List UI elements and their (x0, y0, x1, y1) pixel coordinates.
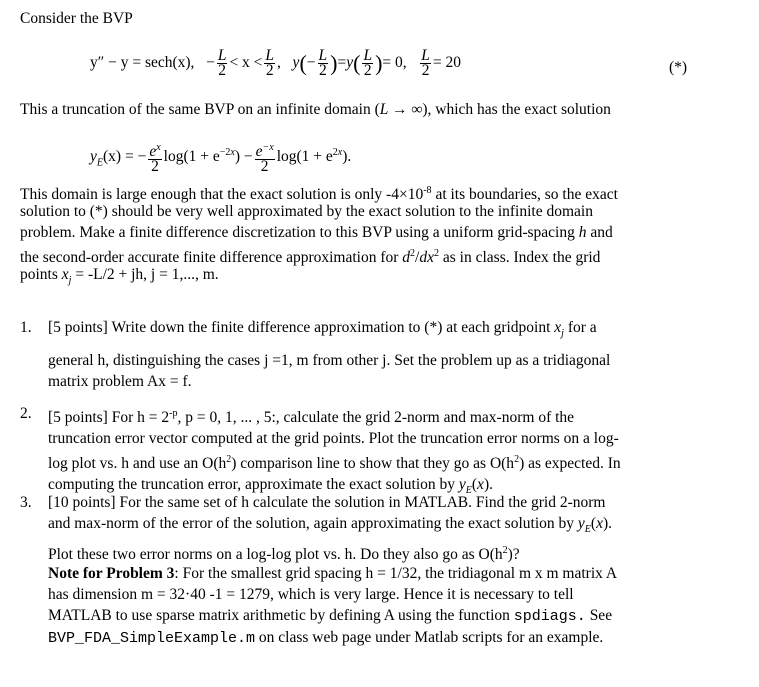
note-problem-3: Note for Problem 3: For the smallest grid spacing h = 1/32, the tridiagonal m x m matrix A has dimension m = 32·40 -1 = 1279, which is very large. Hence it is necessary to tell MATLAB to use sparse matrix arithmetic by defining A using the function spdiags. See BVP_FDA_SimpleExample.m on class web page under Matlab scripts for an example. (48, 565, 618, 647)
domain-para-line-2: solution to (*) should be very well approximated by the exact solution to the infinite domain (20, 203, 593, 220)
problem-3: [10 points] For the same set of h calculate the solution in MATLAB. Find the grid 2-norm and max-norm of the error of the solution, again approximating the exact solution by $y_E(x)$. Plot these two error norms on a log-log plot vs. h. Do they also go as $O(h^2)$? (48, 494, 612, 564)
domain-para-line-5: points $x_j = -L/2$ + jh, j = 1,..., m. (20, 266, 219, 287)
domain-para-line-1: This domain is large enough that the exact solution is only $-4\times 10^{-8}$ at its boundaries, so the exact (20, 185, 618, 204)
domain-para-line-3: problem. Make a finite difference discretization to this BVP using a uniform grid-spacing h and (20, 224, 613, 241)
equation-tag: (*) (669, 59, 688, 76)
truncation-line: This a truncation of the same BVP on an infinite domain (L → ∞), which has the exact solution (20, 101, 611, 118)
bvp-L-value: = 20 (432, 54, 462, 71)
domain-para-line-4: the second-order accurate finite difference approximation for $d^2/dx^2$ as in class. Index the grid (20, 248, 601, 267)
bvp-domain: < x < (229, 54, 263, 71)
bvp-equation: y″ − y = sech(x), − $\frac{L}{2}$ < x < $\frac{L}{2}$ , y(− $\frac{L}{2}$ )=y( $\frac{L}{2}$ )= 0, $\frac{L}{2}$ = 20 (90, 46, 462, 79)
exact-solution: $y_E(x)$ = − $\frac{e^x}{2}$ $\log(1 + e^{-2x})$ − $\frac{e^{-x}}{2}$ $\log(1 + e^{2x})$. (90, 142, 352, 176)
problem-2: [5 points] For $h = 2^{-p}$, p = 0, 1, ... , 5:, calculate the grid 2-norm and max-norm of the truncation error vector computed at the grid points. Plot the truncation error norms on a log- log plot vs. h and use an $O(h^2)$ comparison line to show that they go as $O(h^2)$ as expected. In computing the truncation error, approximate the exact solution by $y_E(x)$. (48, 408, 621, 497)
bvp-bc: = 0, (382, 54, 407, 71)
heading: Consider the BVP (20, 10, 133, 27)
problem-1: [5 points] Write down the finite difference approximation to (*) at each gridpoint $x_j$ for a general h, distinguishing the cases j =1, m from other j. Set the problem up as a tridiagonal matrix problem Ax = f. (48, 319, 611, 391)
problem-2-number: 2. (20, 405, 32, 422)
bvp-lhs: y″ − y = sech(x), (90, 54, 195, 71)
problem-1-number: 1. (20, 319, 32, 336)
problem-3-number: 3. (20, 494, 32, 511)
